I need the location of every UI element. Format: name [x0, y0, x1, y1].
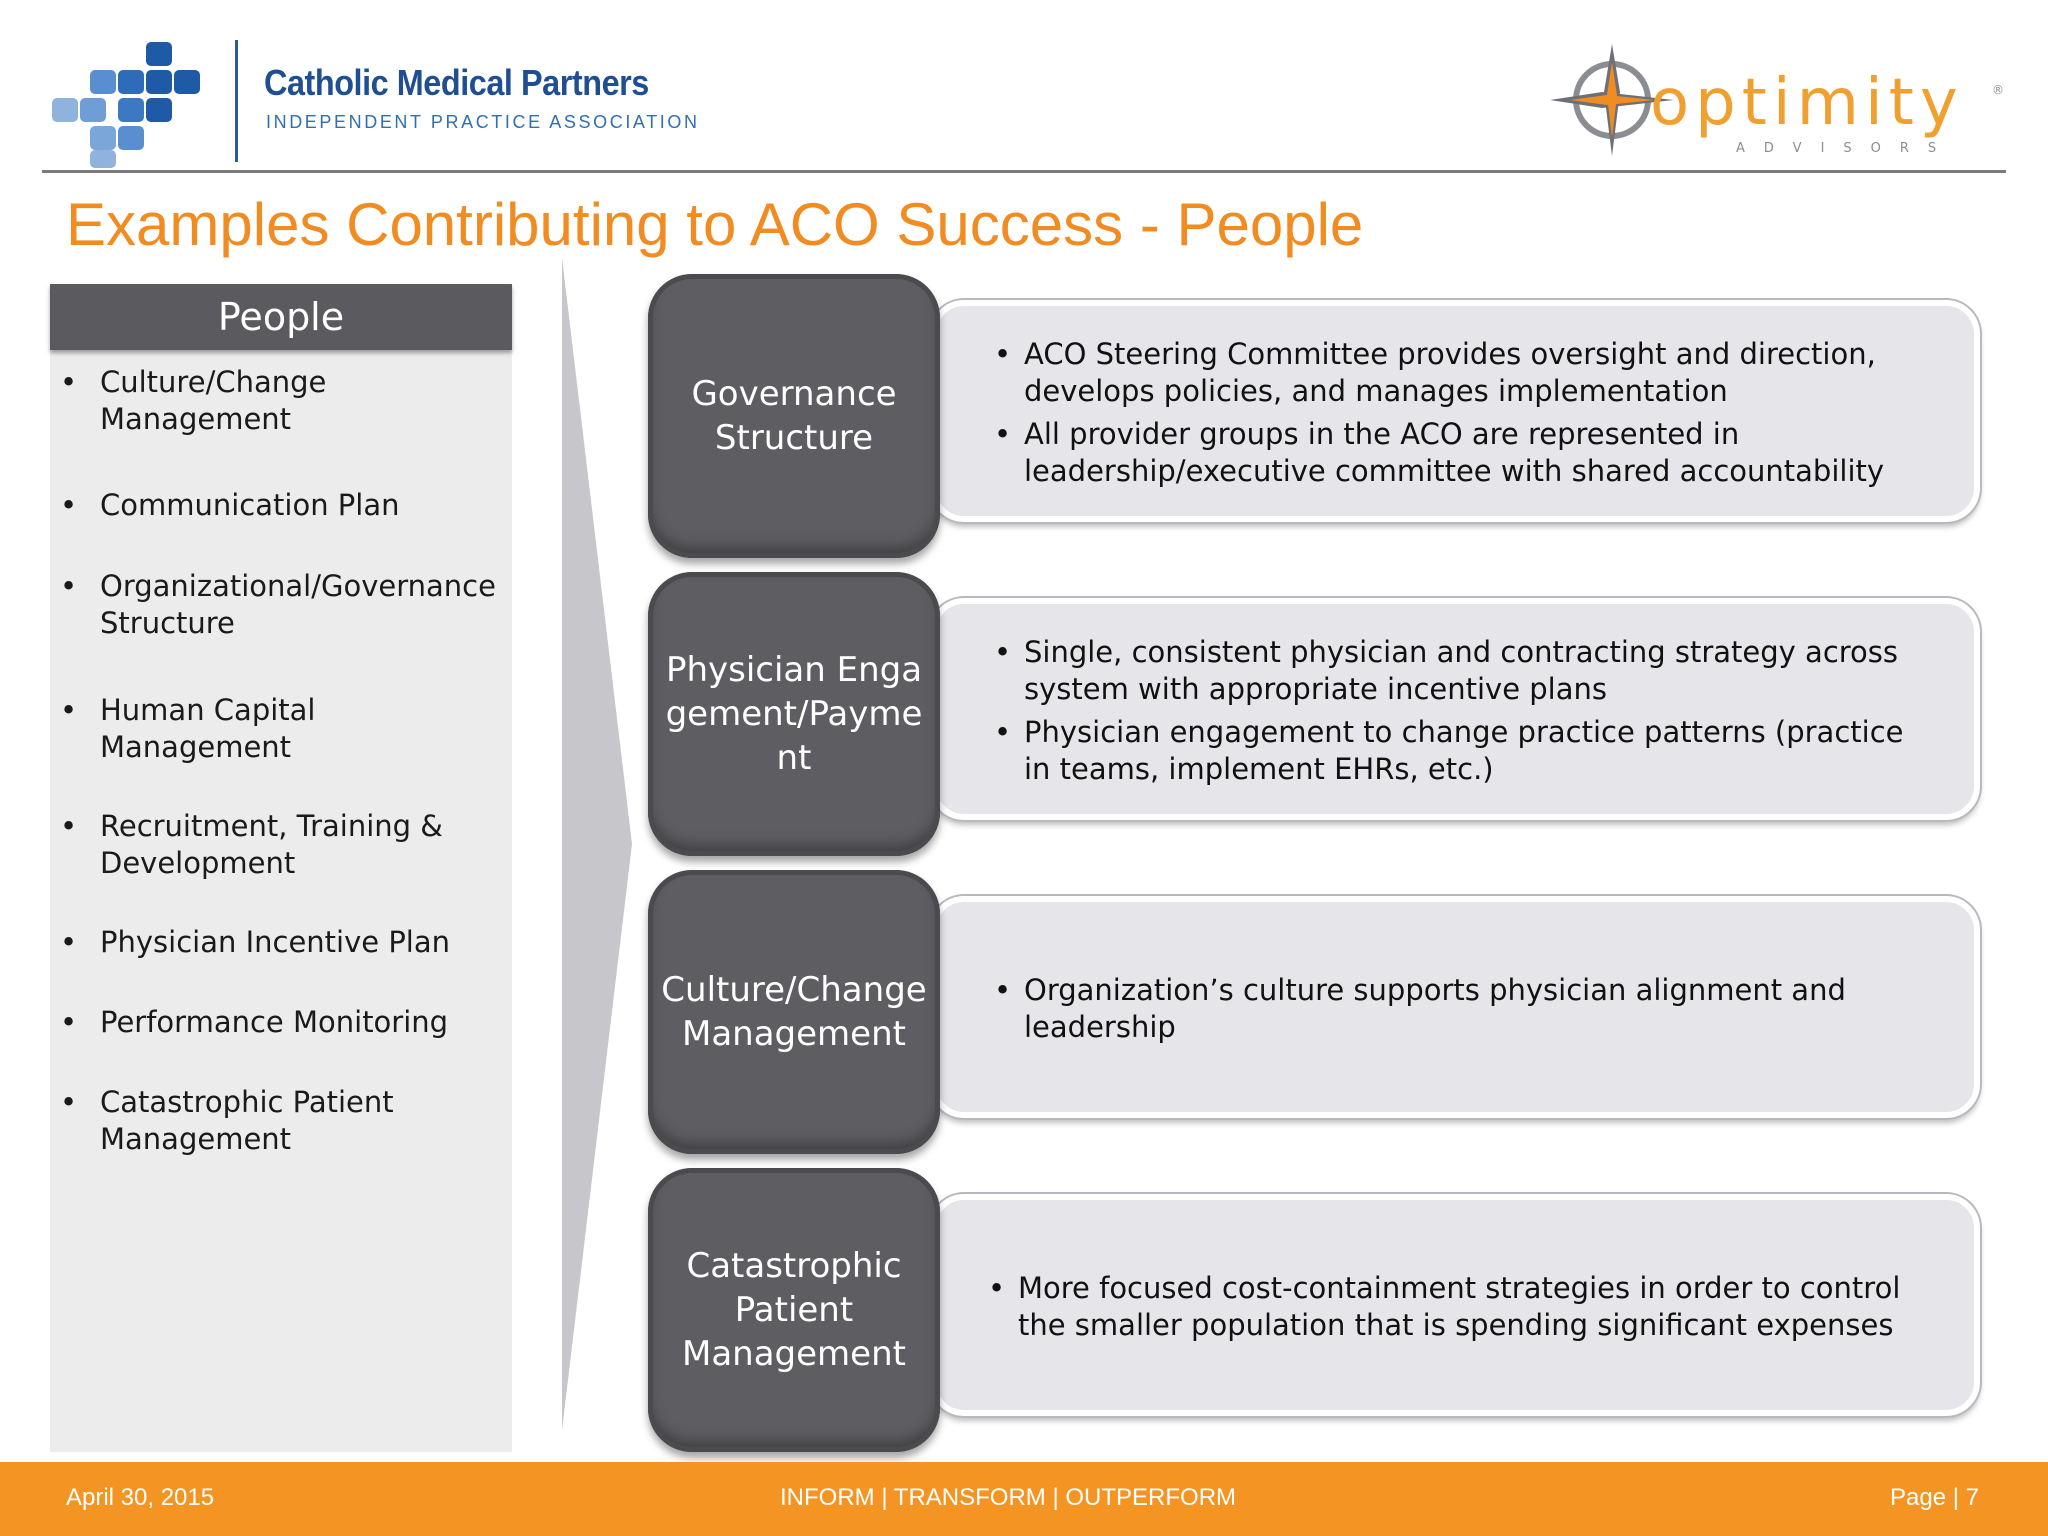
- people-list: [58, 364, 498, 1158]
- governance-structure-tile: Governance Structure: [648, 274, 940, 558]
- list-item: • Single, consistent physician and contracting strategy across system with appropriate incentive plans: [994, 635, 1899, 706]
- list-item: • Physician engagement to change practice patterns (practice in teams, implement EHRs, etc.): [994, 715, 1904, 786]
- list-item: • Human Capital Management: [60, 693, 316, 764]
- optimity-advisors-logo: [1540, 38, 2010, 168]
- list-item: • Organizational/Governance Structure: [60, 569, 496, 640]
- page-title: Examples Contributing to ACO Success - People: [66, 191, 1364, 258]
- culture-points: [994, 972, 1934, 1052]
- list-item: • All provider groups in the ACO are represented in leadership/executive committee with shared accountability: [994, 417, 1885, 488]
- footer-date: April 30, 2015: [66, 1484, 215, 1511]
- svg-text:®: ®: [1992, 83, 2004, 97]
- list-item: • Physician Incentive Plan: [60, 925, 451, 959]
- catastrophic-points: [988, 1270, 1928, 1350]
- footer-tagline: INFORM | TRANSFORM | OUTPERFORM: [780, 1484, 1237, 1511]
- list-item: • More focused cost-containment strategies in order to control the smaller population that is spending significant expenses: [988, 1271, 1901, 1342]
- org-subtitle: INDEPENDENT PRACTICE ASSOCIATION: [266, 112, 700, 132]
- org-name: Catholic Medical Partners: [264, 62, 649, 103]
- header-rule: [42, 170, 2006, 173]
- governance-points: [994, 336, 1934, 496]
- catholic-medical-partners-logo-icon: [48, 38, 218, 168]
- svg-text:optimity: optimity: [1650, 66, 1964, 140]
- catastrophic-patient-tile: Catastrophic Patient Management: [648, 1168, 940, 1452]
- chevron-arrow: [560, 258, 632, 1430]
- logo-divider: [235, 40, 238, 162]
- people-panel-heading: People: [50, 284, 512, 350]
- list-item: • Recruitment, Training & Development: [60, 809, 443, 880]
- list-item: • ACO Steering Committee provides oversight and direction, develops policies, and manages implementation: [994, 337, 1876, 408]
- page-number: Page | 7: [1890, 1484, 1979, 1511]
- list-item: • Culture/Change Management: [60, 365, 327, 436]
- list-item: • Performance Monitoring: [60, 1005, 449, 1039]
- culture-change-tile: Culture/Change Management: [648, 870, 940, 1154]
- list-item: • Catastrophic Patient Management: [60, 1085, 394, 1156]
- physician-engagement-tile: Physician Engagement/Payment: [648, 572, 940, 856]
- list-item: • Organization’s culture supports physician alignment and leadership: [994, 973, 1846, 1044]
- svg-text:ADVISORS: ADVISORS: [1736, 141, 1956, 156]
- physician-points: [994, 634, 1934, 794]
- list-item: • Communication Plan: [60, 488, 400, 522]
